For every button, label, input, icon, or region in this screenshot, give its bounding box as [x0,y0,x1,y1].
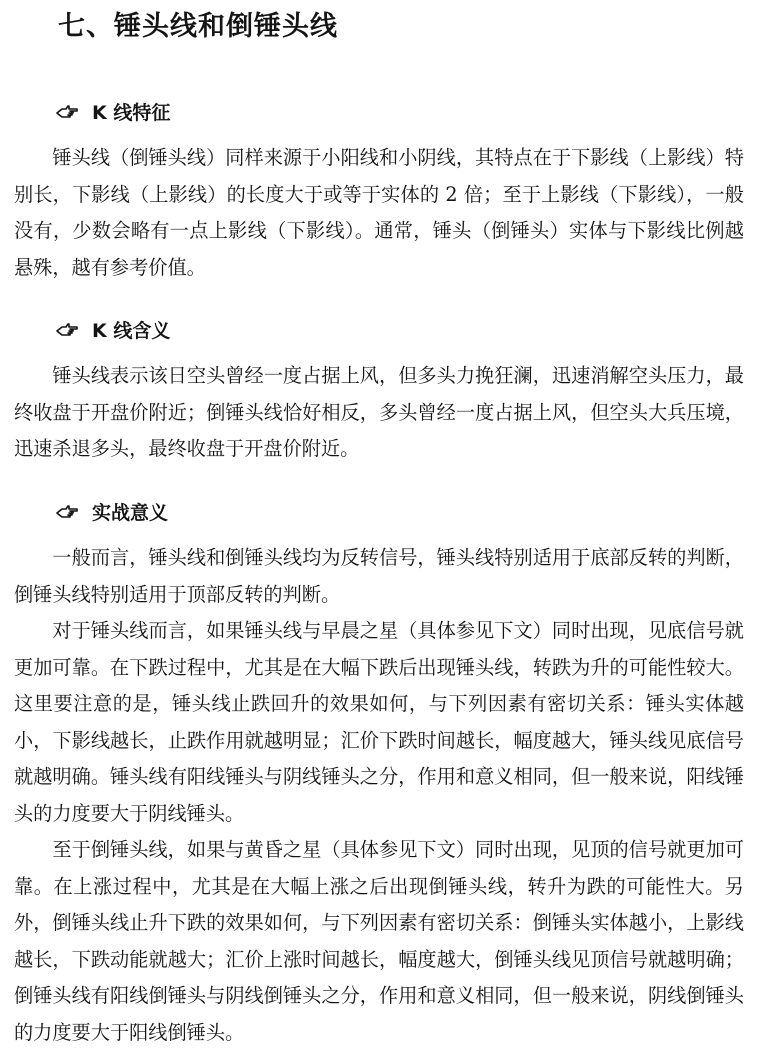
paragraph-meaning: 锤头线表示该日空头曾经一度占据上风，但多头力挽狂澜，迅速消解空头压力，最终收盘于开盘价附近；倒锤头线恰好相反，多头曾经一度占据上风，但空头大兵压境，迅速杀退多头，最终收盘于开盘价附近。 [14,364,744,460]
heading-label: K 线含义 [92,320,171,342]
heading-k-line-meaning [56,316,170,343]
paragraph-significance-intro: 一般而言，锤头线和倒锤头线均为反转信号，锤头线特别适用于底部反转的判断，倒锤头线特别适用于顶部反转的判断。 [14,546,744,606]
heading-k-line-features [56,98,170,125]
paragraph-features: 锤头线（倒锤头线）同样来源于小阳线和小阴线，其特点在于下影线（上影线）特别长，下影线（上影线）的长度大于或等于实体的 2 倍；至于上影线（下影线），一般没有，少数会略有一点上影线（下影线）。通常，锤头（倒锤头）实体与下影线比例越悬殊，越有参考价值。 [14,146,744,279]
heading-label: K 线特征 [92,102,171,124]
heading-practical-significance [56,498,168,525]
pointing-hand-icon [56,504,78,520]
section-title: 七、锤头线和倒锤头线 [58,11,338,42]
paragraph-hammer-line: 对于锤头线而言，如果锤头线与早晨之星（具体参见下文）同时出现，见底信号就更加可靠。在下跌过程中，尤其是在大幅下跌后出现锤头线，转跌为升的可能性较大。这里要注意的是，锤头线止跌回升的效果如何，与下列因素有密切关系：锤头实体越小，下影线越长，止跌作用就越明显；汇价下跌时间越长，幅度越大，锤头线见底信号就越明确。锤头线有阳线锤头与阴线锤头之分，作用和意义相同，但一般来说，阳线锤头的力度要大于阴线锤头。 [14,619,744,825]
paragraph-inverted-hammer: 至于倒锤头线，如果与黄昏之星（具体参见下文）同时出现，见顶的信号就更加可靠。在上涨过程中，尤其是在大幅上涨之后出现倒锤头线，转升为跌的可能性大。另外，倒锤头线止升下跌的效果如何，与下列因素有密切关系：倒锤头实体越小，上影线越长，下跌动能就越大；汇价上涨时间越长，幅度越大，倒锤头线见顶信号就越明确；倒锤头线有阳线倒锤头与阴线倒锤头之分，作用和意义相同，但一般来说，阴线倒锤头的力度要大于阳线倒锤头。 [14,838,744,1044]
pointing-hand-icon [56,104,78,120]
pointing-hand-icon [56,322,78,338]
heading-label: 实战意义 [92,502,169,524]
